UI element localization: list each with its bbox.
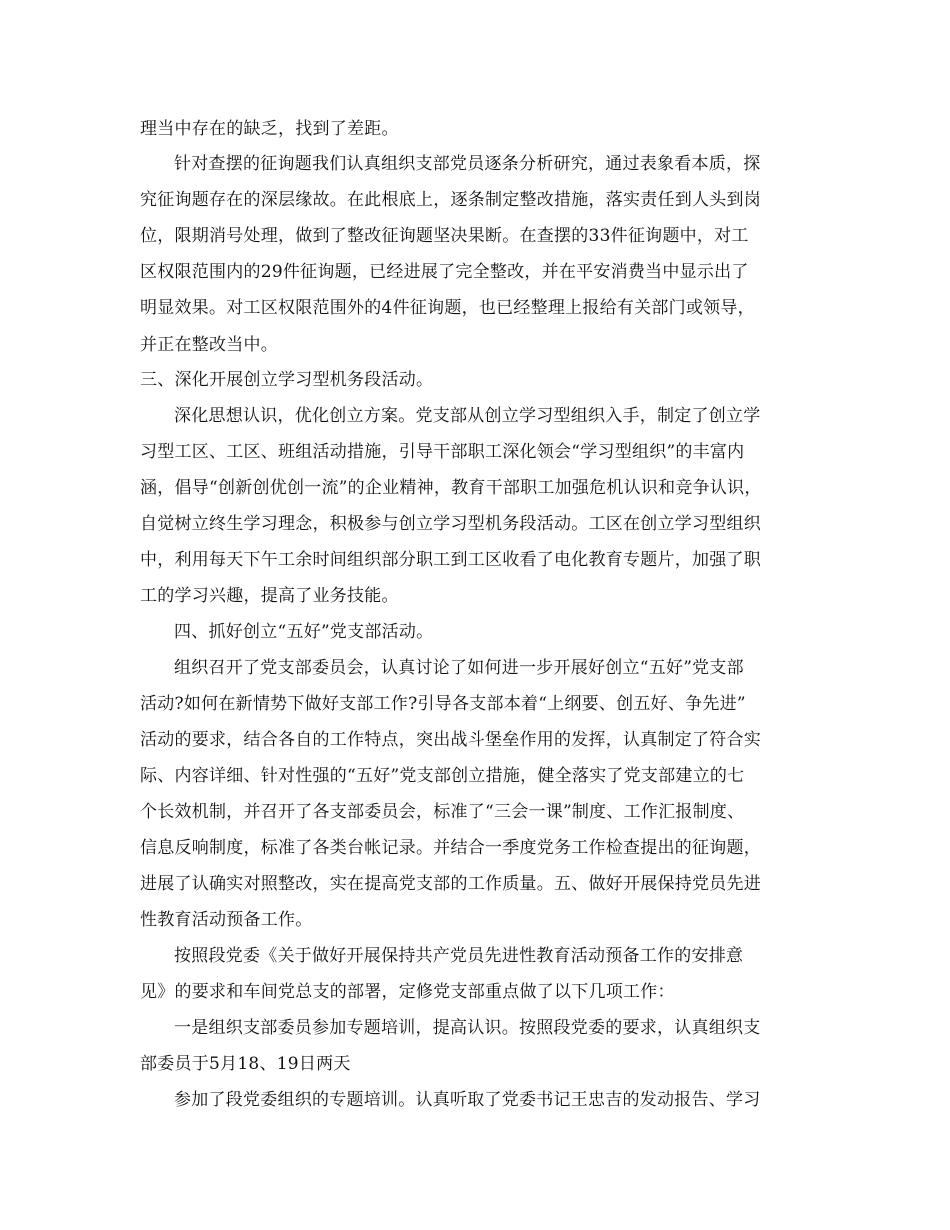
- text-line: 部委员于5月18、19日两天: [140, 1054, 351, 1074]
- text-line: 自觉树立终生学习理念，积极参与创立学习型机务段活动。工区在创立学习型组织: [140, 514, 761, 534]
- section-heading: 三、深化开展创立学习型机务段活动。: [140, 370, 434, 390]
- text-line: 针对查摆的征询题我们认真组织支部党员逐条分析研究，通过表象看本质，探: [174, 154, 761, 174]
- text-line: 见》的要求和车间党总支的部署，定修党支部重点做了以下几项工作：: [140, 982, 675, 1002]
- text-line: 工的学习兴趣，提高了业务技能。: [140, 586, 399, 606]
- text-line: 一是组织支部委员参加专题培训，提高认识。按照段党委的要求，认真组织支: [174, 1018, 761, 1038]
- text-line: 组织召开了党支部委员会，认真讨论了如何进一步开展好创立“五好”党支部: [174, 658, 744, 678]
- text-line: 究征询题存在的深层缘故。在此根底上，逐条制定整改措施，落实责任到人头到岗: [140, 190, 761, 210]
- text-line: 理当中存在的缺乏，找到了差距。: [140, 119, 399, 139]
- text-line: 际、内容详细、针对性强的“五好”党支部创立措施，健全落实了党支部建立的七: [140, 766, 745, 786]
- text-line: 并正在整改当中。: [140, 335, 278, 355]
- text-line: 区权限范围内的29件征询题，已经进展了完全整改，并在平安消费当中显示出了: [140, 262, 749, 282]
- text-line: 位，限期消号处理，做到了整改征询题坚决果断。在查摆的33件征询题中，对工: [140, 226, 749, 246]
- text-line: 中，利用每天下午工余时间组织部分职工到工区收看了电化教育专题片，加强了职: [140, 550, 761, 570]
- section-heading: 四、抓好创立“五好”党支部活动。: [174, 622, 434, 642]
- text-line: 参加了段党委组织的专题培训。认真听取了党委书记王忠吉的发动报告、学习: [174, 1090, 761, 1110]
- text-line: 性教育活动预备工作。: [140, 910, 313, 930]
- text-line: 信息反响制度，标准了各类台帐记录。并结合一季度党务工作检查提出的征询题，: [140, 838, 761, 858]
- text-line: 涵，倡导“创新创优创一流”的企业精神，教育干部职工加强危机认识和竞争认识，: [140, 478, 762, 498]
- text-line: 进展了认确实对照整改，实在提高党支部的工作质量。五、做好开展保持党员先进: [140, 874, 761, 894]
- text-line: 明显效果。对工区权限范围外的4件征询题，也已经整理上报给有关部门或领导，: [140, 298, 755, 318]
- text-line: 活动的要求，结合各自的工作特点，突出战斗堡垒作用的发挥，认真制定了符合实: [140, 730, 761, 750]
- text-line: 习型工区、工区、班组活动措施，引导干部职工深化领会“学习型组织”的丰富内: [140, 442, 745, 462]
- text-line: 个长效机制，并召开了各支部委员会，标准了“三会一课”制度、工作汇报制度、: [140, 802, 745, 822]
- text-line: 按照段党委《关于做好开展保持共产党员先进性教育活动预备工作的安排意: [174, 946, 744, 966]
- text-line: 深化思想认识，优化创立方案。党支部从创立学习型组织入手，制定了创立学: [174, 406, 761, 426]
- text-line: 活动?如何在新情势下做好支部工作?引导各支部本着“上纲要、创五好、争先进”: [140, 694, 746, 714]
